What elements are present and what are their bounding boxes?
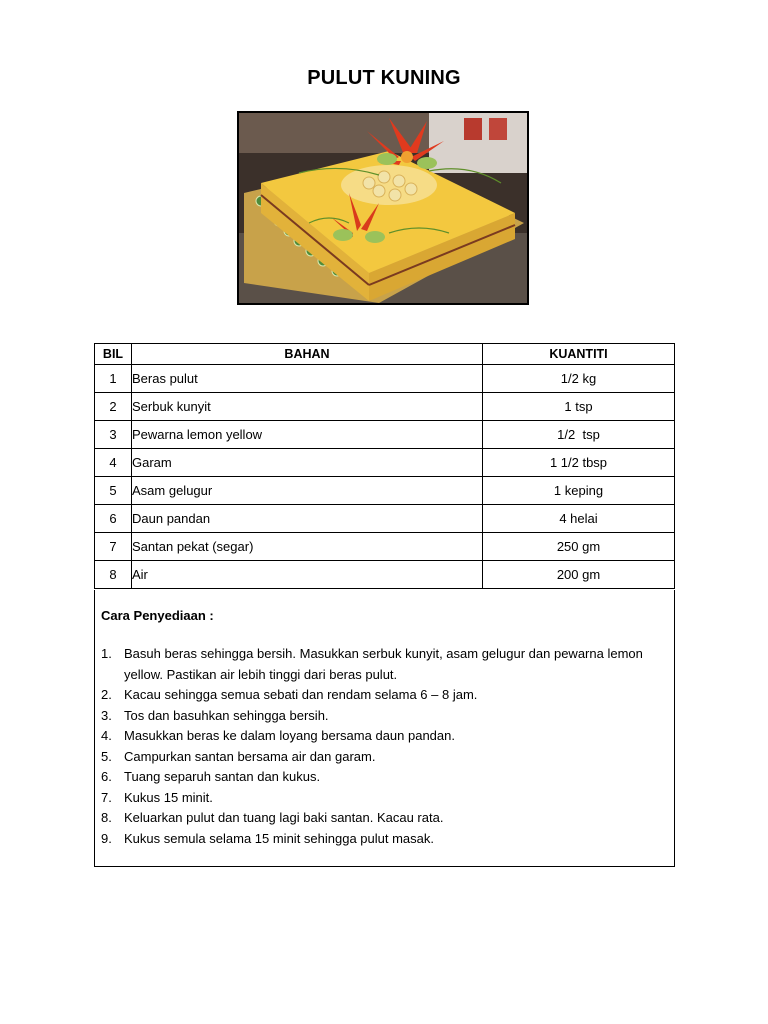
cell-kuantiti: 250 gm (483, 533, 675, 561)
cell-bahan: Pewarna lemon yellow (132, 421, 483, 449)
cell-bahan: Asam gelugur (132, 477, 483, 505)
method-steps (101, 644, 661, 849)
table-row (95, 477, 675, 505)
step-text: Kukus semula selama 15 minit sehingga pulut masak. (124, 830, 434, 846)
header-kuantiti: KUANTITI (483, 344, 675, 365)
step-text: Campurkan santan bersama air dan garam. (124, 748, 376, 764)
list-item (101, 644, 661, 685)
page-title: PULUT KUNING (307, 67, 461, 89)
step-text: Keluarkan pulut dan tuang lagi baki santan. Kacau rata. (124, 810, 444, 825)
pulut-kuning-photo (237, 111, 529, 305)
step-number: 5. (101, 748, 112, 764)
step-number: 6. (101, 769, 112, 784)
list-item (101, 829, 661, 850)
table-row (95, 449, 675, 477)
cell-kuantiti: 1 1/2 tbsp (483, 449, 675, 477)
cell-bahan: Garam (132, 449, 483, 477)
ingredients-table (94, 343, 675, 589)
step-text: Tuang separuh santan dan kukus. (124, 769, 321, 784)
cell-bahan: Air (132, 561, 483, 589)
list-item (101, 808, 661, 829)
method-title: Cara Penyediaan : (101, 608, 214, 623)
step-number: 3. (101, 707, 112, 723)
cell-bahan: Santan pekat (segar) (132, 533, 483, 561)
cell-kuantiti: 1 keping (483, 477, 675, 505)
table-row (95, 533, 675, 561)
step-text: Tos dan basuhkan sehingga bersih. (124, 707, 329, 723)
cell-bahan: Beras pulut (132, 365, 483, 393)
list-item (101, 726, 661, 747)
cell-bahan: Daun pandan (132, 505, 483, 533)
step-number: 8. (101, 810, 112, 825)
cell-kuantiti: 1/2 kg (483, 365, 675, 393)
cell-bil: 1 (95, 365, 132, 393)
cell-kuantiti: 1/2 tsp (483, 421, 675, 449)
table-row (95, 561, 675, 589)
cell-kuantiti: 4 helai (483, 505, 675, 533)
cell-bahan: Serbuk kunyit (132, 393, 483, 421)
step-number: 1. (101, 646, 112, 661)
list-item (101, 706, 661, 727)
table-row (95, 365, 675, 393)
cell-bil: 8 (95, 561, 132, 589)
cell-bil: 3 (95, 421, 132, 449)
pulut-kuning-illustration (239, 113, 527, 303)
cell-bil: 5 (95, 477, 132, 505)
step-number: 7. (101, 789, 112, 805)
table-row (95, 393, 675, 421)
cell-bil: 7 (95, 533, 132, 561)
cell-kuantiti: 200 gm (483, 561, 675, 589)
step-number: 9. (101, 830, 112, 846)
cell-bil: 2 (95, 393, 132, 421)
step-text: Masukkan beras ke dalam loyang bersama daun pandan. (124, 728, 455, 743)
table-row (95, 421, 675, 449)
step-text: Basuh beras sehingga bersih. Masukkan serbuk kunyit, asam gelugur dan pewarna lemon yellow. Pastikan air lebih tinggi dari beras pulut. (124, 646, 643, 682)
list-item (101, 767, 661, 788)
table-row (95, 505, 675, 533)
step-text: Kukus 15 minit. (124, 789, 213, 805)
cell-bil: 6 (95, 505, 132, 533)
header-bahan: BAHAN (132, 344, 483, 365)
cell-bil: 4 (95, 449, 132, 477)
table-header-row (95, 344, 675, 365)
list-item (101, 788, 661, 809)
step-number: 4. (101, 728, 112, 743)
cell-kuantiti: 1 tsp (483, 393, 675, 421)
list-item (101, 747, 661, 768)
step-number: 2. (101, 687, 112, 702)
step-text: Kacau sehingga semua sebati dan rendam selama 6 – 8 jam. (124, 687, 478, 702)
method-section (94, 590, 675, 867)
list-item (101, 685, 661, 706)
header-bil: BIL (95, 344, 132, 365)
